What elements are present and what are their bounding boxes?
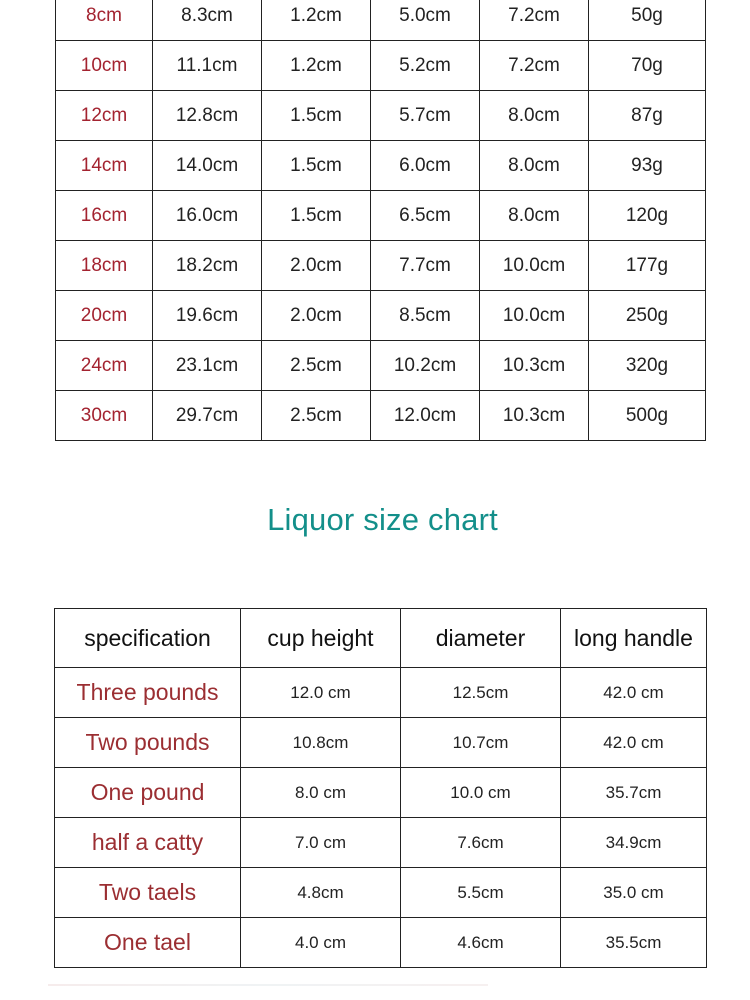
size-cell: 20cm xyxy=(56,291,153,341)
table-cell: 8.0cm xyxy=(480,191,589,241)
size-cell: 18cm xyxy=(56,241,153,291)
table-row xyxy=(56,241,706,291)
table-cell: 93g xyxy=(589,141,706,191)
table-cell: 87g xyxy=(589,91,706,141)
table-cell: 4.0 cm xyxy=(241,918,401,968)
table-cell: 1.2cm xyxy=(262,41,371,91)
table-cell: 2.5cm xyxy=(262,391,371,441)
table-row xyxy=(56,341,706,391)
table-row xyxy=(55,918,707,968)
table-cell: 320g xyxy=(589,341,706,391)
table-cell: 500g xyxy=(589,391,706,441)
table-cell: 1.5cm xyxy=(262,141,371,191)
table-cell: 177g xyxy=(589,241,706,291)
table-cell: 23.1cm xyxy=(153,341,262,391)
column-header-long-handle: long handle xyxy=(561,609,707,668)
table-row xyxy=(55,668,707,718)
table-cell: 35.7cm xyxy=(561,768,707,818)
specification-cell: One tael xyxy=(55,918,241,968)
table-cell: 42.0 cm xyxy=(561,718,707,768)
table-row xyxy=(55,868,707,918)
table-cell: 10.0cm xyxy=(480,241,589,291)
table-cell: 8.3cm xyxy=(153,0,262,41)
table-cell: 2.0cm xyxy=(262,291,371,341)
table-cell: 12.0cm xyxy=(371,391,480,441)
table-cell: 10.7cm xyxy=(401,718,561,768)
size-table xyxy=(55,0,706,441)
table-cell: 5.2cm xyxy=(371,41,480,91)
table-cell: 8.5cm xyxy=(371,291,480,341)
table-cell: 6.0cm xyxy=(371,141,480,191)
table-row xyxy=(56,191,706,241)
table-cell: 4.8cm xyxy=(241,868,401,918)
table-cell: 7.7cm xyxy=(371,241,480,291)
table-cell: 8.0cm xyxy=(480,141,589,191)
size-cell: 24cm xyxy=(56,341,153,391)
size-cell: 8cm xyxy=(56,0,153,41)
specification-cell: Two taels xyxy=(55,868,241,918)
table-cell: 35.5cm xyxy=(561,918,707,968)
table-row xyxy=(56,391,706,441)
size-table-body xyxy=(56,0,706,441)
liquor-table-header xyxy=(55,609,707,668)
bottom-divider xyxy=(48,984,488,986)
table-cell: 5.7cm xyxy=(371,91,480,141)
table-cell: 34.9cm xyxy=(561,818,707,868)
size-cell: 30cm xyxy=(56,391,153,441)
size-cell: 12cm xyxy=(56,91,153,141)
table-cell: 19.6cm xyxy=(153,291,262,341)
table-cell: 10.3cm xyxy=(480,391,589,441)
table-cell: 7.2cm xyxy=(480,41,589,91)
specification-cell: half a catty xyxy=(55,818,241,868)
specification-cell: Three pounds xyxy=(55,668,241,718)
chart-title: Liquor size chart xyxy=(267,502,498,537)
size-cell: 16cm xyxy=(56,191,153,241)
table-row xyxy=(55,818,707,868)
table-cell: 70g xyxy=(589,41,706,91)
table-row xyxy=(55,718,707,768)
table-row xyxy=(56,141,706,191)
table-cell: 8.0cm xyxy=(480,91,589,141)
size-cell: 10cm xyxy=(56,41,153,91)
table-cell: 35.0 cm xyxy=(561,868,707,918)
specification-cell: Two pounds xyxy=(55,718,241,768)
table-cell: 42.0 cm xyxy=(561,668,707,718)
table-cell: 16.0cm xyxy=(153,191,262,241)
column-header-specification: specification xyxy=(55,609,241,668)
table-cell: 10.3cm xyxy=(480,341,589,391)
table-cell: 7.6cm xyxy=(401,818,561,868)
table-cell: 14.0cm xyxy=(153,141,262,191)
table-cell: 5.5cm xyxy=(401,868,561,918)
table-cell: 1.5cm xyxy=(262,91,371,141)
table-cell: 11.1cm xyxy=(153,41,262,91)
table-cell: 18.2cm xyxy=(153,241,262,291)
table-cell: 2.5cm xyxy=(262,341,371,391)
table-cell: 6.5cm xyxy=(371,191,480,241)
table-cell: 10.0cm xyxy=(480,291,589,341)
table-cell: 29.7cm xyxy=(153,391,262,441)
table-cell: 7.2cm xyxy=(480,0,589,41)
liquor-size-table xyxy=(54,608,707,968)
table-row xyxy=(55,768,707,818)
header-row xyxy=(55,609,707,668)
table-cell: 10.8cm xyxy=(241,718,401,768)
table-row xyxy=(56,0,706,41)
table-cell: 7.0 cm xyxy=(241,818,401,868)
table-cell: 8.0 cm xyxy=(241,768,401,818)
column-header-cup-height: cup height xyxy=(241,609,401,668)
table-cell: 10.0 cm xyxy=(401,768,561,818)
specification-cell: One pound xyxy=(55,768,241,818)
table-cell: 50g xyxy=(589,0,706,41)
table-cell: 5.0cm xyxy=(371,0,480,41)
table-cell: 1.5cm xyxy=(262,191,371,241)
table-cell: 12.0 cm xyxy=(241,668,401,718)
table-cell: 120g xyxy=(589,191,706,241)
table-cell: 12.8cm xyxy=(153,91,262,141)
column-header-diameter: diameter xyxy=(401,609,561,668)
size-cell: 14cm xyxy=(56,141,153,191)
table-row xyxy=(56,91,706,141)
table-cell: 10.2cm xyxy=(371,341,480,391)
table-row xyxy=(56,41,706,91)
table-cell: 4.6cm xyxy=(401,918,561,968)
table-cell: 12.5cm xyxy=(401,668,561,718)
liquor-table-body xyxy=(55,668,707,968)
table-row xyxy=(56,291,706,341)
table-cell: 1.2cm xyxy=(262,0,371,41)
table-cell: 250g xyxy=(589,291,706,341)
table-cell: 2.0cm xyxy=(262,241,371,291)
